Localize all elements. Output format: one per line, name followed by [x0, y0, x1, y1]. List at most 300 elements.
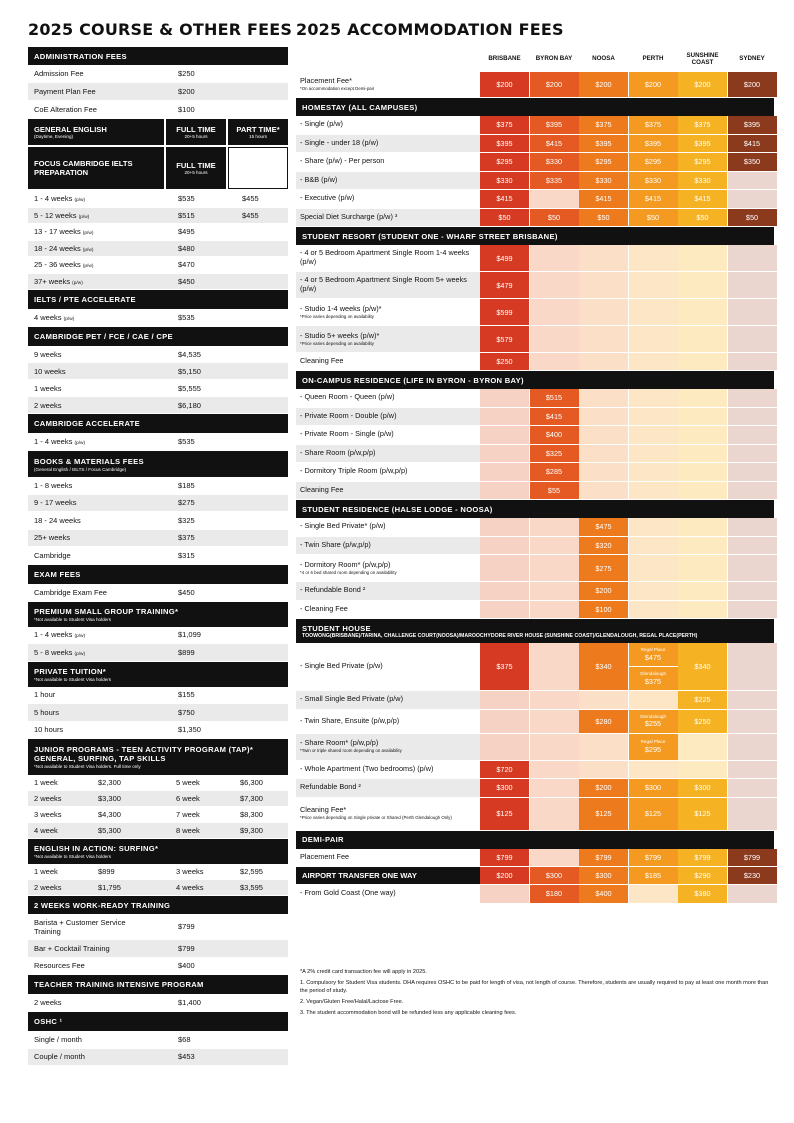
price-cell-noosa: $799	[579, 849, 628, 867]
right-title: 2025 ACCOMMODATION FEES	[296, 20, 564, 39]
price-cell-perth: $300	[629, 779, 678, 797]
fee-row	[296, 326, 774, 353]
footnote: 1. Compulsory for Student Visa students. DHA requires OSHC to be paid for length of visa, not length of course. Therefore, students are usually required to pay at least one month more than the period of study.	[300, 979, 769, 995]
fee-row	[296, 710, 774, 734]
price-cell-brisbane	[480, 537, 529, 555]
price-cell-perth	[629, 245, 678, 271]
price-cell-perth	[629, 299, 678, 325]
price-cell-perth	[629, 326, 678, 352]
section-header: STUDENT RESORT (STUDENT ONE - WHARF STREET BRISBANE)	[296, 227, 774, 245]
fee-row	[296, 172, 774, 191]
fee-row: 2 weeks $1,795 4 weeks $3,595	[28, 880, 288, 896]
fee-row: 1 week $899 3 weeks $2,595	[28, 864, 288, 880]
row-label: - Share Room (p/w,p/p)	[296, 445, 480, 463]
price-cell-brisbane	[480, 518, 529, 536]
price-cell-byron: $200	[530, 72, 579, 97]
price-cell-noosa: $415	[579, 190, 628, 208]
row-label: - 4 or 5 Bedroom Apartment Single Room 5+ weeks (p/w)	[296, 272, 480, 298]
price-cell-byron	[530, 299, 579, 325]
price-cell-noosa: $395	[579, 135, 628, 153]
fee-row: 10 weeks $5,150	[28, 363, 288, 380]
row-label: - Single - under 18 (p/w)	[296, 135, 480, 153]
price-cell-byron	[530, 353, 579, 370]
price-cell-sunshine: $395	[678, 135, 727, 153]
price-cell-perth: Glendalough $255	[629, 710, 678, 733]
price-cell-sunshine	[678, 426, 727, 444]
price-cell-noosa: $100	[579, 601, 628, 619]
price-cell-noosa: $475	[579, 518, 628, 536]
price-cell-sunshine: $415	[678, 190, 727, 208]
price-cell-brisbane: $250	[480, 353, 529, 370]
price-cell-perth	[629, 537, 678, 555]
row-label: - B&B (p/w)	[296, 172, 480, 190]
price-cell-sydney	[728, 463, 777, 481]
price-cell-byron	[530, 779, 579, 797]
price-cell-perth	[629, 761, 678, 779]
fee-row	[296, 463, 774, 482]
price-cell-sydney: $395	[728, 116, 777, 134]
fee-row: 10 hours $1,350	[28, 722, 288, 740]
section-header: PRIVATE TUITION* *Not available to Student Visa holders	[28, 662, 288, 687]
price-cell-noosa: $50	[579, 209, 628, 227]
fee-row: 18 - 24 weeks (p/w) $480	[28, 241, 288, 258]
price-cell-sydney	[728, 482, 777, 500]
price-cell-noosa	[579, 482, 628, 500]
fee-row	[296, 190, 774, 209]
price-cell-brisbane	[480, 601, 529, 619]
price-cell-perth: $125	[629, 798, 678, 830]
footnotes	[300, 968, 776, 1019]
price-cell-noosa	[579, 299, 628, 325]
price-cell-sydney: $230	[728, 867, 777, 884]
fee-row: 25+ weeks $375	[28, 530, 288, 548]
price-cell-brisbane: $125	[480, 798, 529, 830]
fee-row	[296, 153, 774, 172]
price-cell-byron: $50	[530, 209, 579, 227]
price-cell-noosa	[579, 272, 628, 298]
section-header: OSHC ¹	[28, 1012, 288, 1031]
footnote: 2. Vegan/Gluten Free/Halal/Lactose Free.	[300, 998, 404, 1005]
price-cell-sydney	[728, 190, 777, 208]
price-cell-byron	[530, 190, 579, 208]
fee-row: CoE Alteration Fee $100	[28, 101, 288, 119]
row-label: - Refundable Bond ²	[296, 582, 480, 600]
fee-row: 1 week $2,300 5 week $6,300	[28, 775, 288, 791]
price-cell-byron	[530, 710, 579, 733]
price-cell-noosa: $340	[579, 643, 628, 690]
price-cell-sydney	[728, 643, 777, 690]
price-cell-brisbane: $499	[480, 245, 529, 271]
section-header: HOMESTAY (ALL CAMPUSES)	[296, 98, 774, 116]
price-cell-sydney	[728, 353, 777, 370]
price-cell-noosa: $295	[579, 153, 628, 171]
fee-row: 2 weeks $3,300 6 week $7,300	[28, 791, 288, 807]
fee-row	[296, 72, 774, 98]
price-cell-byron	[530, 245, 579, 271]
price-cell-sydney	[728, 710, 777, 733]
course-fees-column	[28, 47, 288, 1066]
price-cell-brisbane	[480, 710, 529, 733]
price-cell-sunshine	[678, 518, 727, 536]
price-cell-perth	[629, 445, 678, 463]
price-cell-sunshine	[678, 761, 727, 779]
price-cell-perth	[629, 408, 678, 426]
price-cell-sydney	[728, 601, 777, 619]
fee-row: 4 week $5,300 8 week $9,300	[28, 823, 288, 839]
price-cell-perth: $330	[629, 172, 678, 190]
price-cell-sydney: $350	[728, 153, 777, 171]
price-cell-sunshine: $300	[678, 779, 727, 797]
campus-sunshine-coast: SUNSHINE COAST	[686, 52, 719, 66]
row-label: - Share (p/w) - Per person	[296, 153, 480, 171]
price-cell-byron	[530, 326, 579, 352]
price-cell-sunshine	[678, 537, 727, 555]
general-english-header: GENERAL ENGLISH (Daytime, Evening) FULL TIME 20+5 hours PART TIME* 15 hours	[28, 119, 288, 147]
campus-byron-bay: BYRON BAY	[535, 55, 573, 63]
row-label: - Single Bed Private (p/w)	[296, 643, 480, 690]
fee-row	[296, 798, 774, 831]
price-cell-sunshine: $295	[678, 153, 727, 171]
price-cell-perth: $395	[629, 135, 678, 153]
fee-row: 1 weeks $5,555	[28, 380, 288, 397]
price-cell-perth: $185	[629, 867, 678, 884]
price-cell-noosa: $200	[579, 779, 628, 797]
price-cell-brisbane	[480, 389, 529, 407]
price-cell-noosa	[579, 245, 628, 271]
price-cell-perth: $295	[629, 153, 678, 171]
fee-row: Cambridge $315	[28, 547, 288, 565]
fee-row: Bar + Cocktail Training $799	[28, 940, 288, 958]
price-cell-byron: $400	[530, 426, 579, 444]
price-cell-brisbane: $300	[480, 779, 529, 797]
price-cell-perth: Regal Place $475 Glendalough $375	[629, 643, 678, 690]
row-label: Placement Fee* *On accommodation except Demi-pair	[296, 72, 480, 97]
fee-row	[296, 537, 774, 556]
row-label: - Twin Share (p/w,p/p)	[296, 537, 480, 555]
fee-row: Single / month $68	[28, 1031, 288, 1049]
price-cell-sydney	[728, 426, 777, 444]
price-cell-sunshine: $225	[678, 691, 727, 709]
price-cell-sunshine	[678, 445, 727, 463]
price-cell-sydney	[728, 582, 777, 600]
price-cell-noosa	[579, 761, 628, 779]
price-cell-sydney	[728, 245, 777, 271]
price-cell-noosa	[579, 463, 628, 481]
price-cell-brisbane	[480, 482, 529, 500]
price-cell-perth	[629, 353, 678, 370]
price-cell-sunshine: $250	[678, 710, 727, 733]
fee-row: 9 weeks $4,535	[28, 346, 288, 363]
price-cell-noosa	[579, 445, 628, 463]
price-cell-noosa: $300	[579, 867, 628, 884]
price-cell-byron: $415	[530, 135, 579, 153]
price-cell-perth: Regal Place $295	[629, 734, 678, 760]
row-label: - Cleaning Fee	[296, 601, 480, 619]
airport-header-row	[296, 867, 774, 885]
left-title: 2025 COURSE & OTHER FEES	[28, 20, 293, 39]
price-cell-sydney	[728, 555, 777, 581]
price-cell-sydney	[728, 761, 777, 779]
price-cell-perth	[629, 885, 678, 903]
price-cell-byron	[530, 582, 579, 600]
price-cell-sydney: $415	[728, 135, 777, 153]
row-label: - Twin Share, Ensuite (p/w,p/p)	[296, 710, 480, 733]
row-label: - Small Single Bed Private (p/w)	[296, 691, 480, 709]
price-cell-noosa: $125	[579, 798, 628, 830]
price-cell-perth	[629, 272, 678, 298]
row-label: - Private Room - Single (p/w)	[296, 426, 480, 444]
price-cell-sydney	[728, 445, 777, 463]
price-cell-perth: $50	[629, 209, 678, 227]
price-cell-sunshine: $375	[678, 116, 727, 134]
row-label: Placement Fee	[296, 849, 480, 867]
price-cell-sunshine: $340	[678, 643, 727, 690]
price-cell-sunshine	[678, 326, 727, 352]
footnote: *A 2% credit card transaction fee will apply in 2025.	[300, 969, 427, 975]
price-cell-sydney	[728, 299, 777, 325]
price-cell-byron	[530, 272, 579, 298]
campus-sydney: SYDNEY	[739, 55, 765, 63]
fee-row: 5 hours $750	[28, 704, 288, 722]
price-cell-sunshine	[678, 734, 727, 760]
price-cell-sunshine: $380	[678, 885, 727, 903]
price-cell-byron: $55	[530, 482, 579, 500]
price-cell-sunshine: $799	[678, 849, 727, 867]
fee-row	[296, 601, 774, 620]
price-cell-brisbane: $799	[480, 849, 529, 867]
row-label: Cleaning Fee* *Price varies depending on Single private or Shared (Perth Glendalough Only)	[296, 798, 480, 830]
price-cell-sydney	[728, 885, 777, 903]
price-cell-perth	[629, 482, 678, 500]
section-header: IELTS / PTE ACCELERATE	[28, 290, 288, 309]
price-cell-brisbane: $200	[480, 867, 529, 884]
price-cell-perth	[629, 389, 678, 407]
section-header: PREMIUM SMALL GROUP TRAINING* *Not available to Student Visa holders	[28, 602, 288, 627]
campus-header-row	[296, 47, 774, 72]
row-label: - Queen Room - Queen (p/w)	[296, 389, 480, 407]
price-cell-brisbane	[480, 691, 529, 709]
fee-row: Payment Plan Fee $200	[28, 83, 288, 101]
fee-row	[296, 299, 774, 326]
price-cell-noosa	[579, 353, 628, 370]
price-cell-perth	[629, 555, 678, 581]
price-cell-sydney	[728, 408, 777, 426]
price-cell-sunshine	[678, 582, 727, 600]
price-cell-noosa	[579, 389, 628, 407]
fee-row: 2 weeks $6,180	[28, 397, 288, 414]
price-cell-sunshine	[678, 463, 727, 481]
price-cell-byron: $285	[530, 463, 579, 481]
price-cell-perth: $799	[629, 849, 678, 867]
row-label: - 4 or 5 Bedroom Apartment Single Room 1-4 weeks (p/w)	[296, 245, 480, 271]
row-label: - Share Room* (p/w,p/p) *Twin or triple shared room depending on availability	[296, 734, 480, 760]
section-header: STUDENT RESIDENCE (HALSE LODGE - NOOSA)	[296, 500, 774, 518]
fee-row	[296, 761, 774, 780]
price-cell-brisbane	[480, 582, 529, 600]
price-cell-byron	[530, 849, 579, 867]
fee-row	[296, 389, 774, 408]
row-label: - Dormitory Room* (p/w,p/p) *4 or 6 bed shared room depending on availability	[296, 555, 480, 581]
price-cell-sunshine: $125	[678, 798, 727, 830]
fee-row: 3 weeks $4,300 7 week $8,300	[28, 807, 288, 823]
price-cell-sunshine	[678, 389, 727, 407]
price-cell-brisbane: $395	[480, 135, 529, 153]
fee-row: 9 - 17 weeks $275	[28, 495, 288, 513]
fee-row	[296, 482, 774, 501]
fee-row: 1 - 8 weeks $185	[28, 477, 288, 495]
fee-row	[296, 555, 774, 582]
row-label: - Single Bed Private* (p/w)	[296, 518, 480, 536]
price-cell-sunshine: $290	[678, 867, 727, 884]
fee-row	[296, 408, 774, 427]
fee-row	[296, 353, 774, 371]
price-cell-sydney: $799	[728, 849, 777, 867]
price-cell-brisbane: $479	[480, 272, 529, 298]
price-cell-brisbane: $375	[480, 643, 529, 690]
price-cell-sunshine	[678, 245, 727, 271]
price-cell-byron: $515	[530, 389, 579, 407]
price-cell-brisbane	[480, 445, 529, 463]
price-cell-byron: $330	[530, 153, 579, 171]
price-cell-byron	[530, 761, 579, 779]
row-label: Special Diet Surcharge (p/w) ³	[296, 209, 480, 227]
price-cell-perth: $415	[629, 190, 678, 208]
row-label: - From Gold Coast (One way)	[296, 885, 480, 903]
price-cell-sunshine	[678, 482, 727, 500]
price-cell-byron	[530, 798, 579, 830]
price-cell-sydney	[728, 172, 777, 190]
section-header: ENGLISH IN ACTION: SURFING* *Not available to Student Visa holders	[28, 839, 288, 864]
price-cell-noosa	[579, 426, 628, 444]
price-cell-byron	[530, 734, 579, 760]
fee-row: 1 - 4 weeks (p/w) $535 $455	[28, 191, 288, 208]
campus-brisbane: BRISBANE	[488, 55, 521, 63]
fee-row: Barista + Customer Service Training $799	[28, 914, 288, 940]
price-cell-noosa: $200	[579, 72, 628, 97]
price-cell-noosa: $280	[579, 710, 628, 733]
section-header: EXAM FEES	[28, 565, 288, 584]
price-cell-byron: $335	[530, 172, 579, 190]
fee-row: Admission Fee $250	[28, 65, 288, 83]
price-cell-noosa	[579, 326, 628, 352]
price-cell-brisbane: $579	[480, 326, 529, 352]
price-cell-brisbane	[480, 885, 529, 903]
price-cell-sydney: $200	[728, 72, 777, 97]
price-cell-brisbane: $200	[480, 72, 529, 97]
fee-row: 1 - 4 weeks (p/w) $535	[28, 433, 288, 451]
footnote: 3. The student accommodation bond will be refunded less any applicable cleaning fees.	[300, 1009, 517, 1016]
campus-noosa: NOOSA	[592, 55, 615, 63]
price-cell-sunshine	[678, 601, 727, 619]
section-header: CAMBRIDGE PET / FCE / CAE / CPE	[28, 327, 288, 346]
price-cell-noosa	[579, 691, 628, 709]
price-cell-noosa: $320	[579, 537, 628, 555]
price-cell-byron	[530, 601, 579, 619]
row-label: - Private Room - Double (p/w)	[296, 408, 480, 426]
price-cell-sunshine: $330	[678, 172, 727, 190]
price-cell-sydney	[728, 272, 777, 298]
row-label: - Studio 5+ weeks (p/w)* *Price varies depending on availability	[296, 326, 480, 352]
fee-row: Resources Fee $400	[28, 958, 288, 976]
price-cell-brisbane: $295	[480, 153, 529, 171]
price-cell-perth	[629, 601, 678, 619]
fee-row: 1 - 4 weeks (p/w) $1,099	[28, 627, 288, 645]
price-cell-perth	[629, 691, 678, 709]
row-label: - Studio 1-4 weeks (p/w)* *Price varies depending on availability	[296, 299, 480, 325]
price-cell-perth: $200	[629, 72, 678, 97]
fee-row: 13 - 17 weeks (p/w) $495	[28, 224, 288, 241]
fee-row: 2 weeks $1,400	[28, 994, 288, 1012]
section-header: JUNIOR PROGRAMS - TEEN ACTIVITY PROGRAM (TAP)* GENERAL, SURFING, TAP SKILLS *Not available to Student Visa holders. Full time only	[28, 739, 288, 775]
price-cell-sunshine	[678, 272, 727, 298]
price-cell-brisbane	[480, 426, 529, 444]
price-cell-byron	[530, 691, 579, 709]
price-cell-noosa	[579, 408, 628, 426]
fee-row: 37+ weeks (p/w) $450	[28, 274, 288, 291]
price-cell-brisbane: $50	[480, 209, 529, 227]
price-cell-byron: $300	[530, 867, 579, 884]
fee-row: Cambridge Exam Fee $450	[28, 584, 288, 602]
price-cell-sydney	[728, 779, 777, 797]
fee-row: Couple / month $453	[28, 1049, 288, 1067]
fee-row	[296, 779, 774, 798]
fee-row: 4 weeks (p/w) $535	[28, 309, 288, 327]
price-cell-brisbane: $415	[480, 190, 529, 208]
price-cell-sydney	[728, 734, 777, 760]
accommodation-table	[296, 72, 774, 904]
section-header: TEACHER TRAINING INTENSIVE PROGRAM	[28, 975, 288, 994]
price-cell-byron: $395	[530, 116, 579, 134]
price-cell-noosa: $330	[579, 172, 628, 190]
section-header: 2 WEEKS WORK-READY TRAINING	[28, 896, 288, 914]
price-cell-brisbane: $599	[480, 299, 529, 325]
fee-row	[296, 116, 774, 135]
fee-row: 5 - 12 weeks (p/w) $515 $455	[28, 208, 288, 225]
price-cell-perth	[629, 582, 678, 600]
price-cell-sydney	[728, 389, 777, 407]
fee-row	[296, 582, 774, 601]
fee-row	[296, 691, 774, 710]
price-cell-sydney	[728, 691, 777, 709]
price-cell-sunshine	[678, 555, 727, 581]
row-label: - Single (p/w)	[296, 116, 480, 134]
price-cell-noosa: $200	[579, 582, 628, 600]
fee-row	[296, 245, 774, 272]
row-label: - Executive (p/w)	[296, 190, 480, 208]
fee-row	[296, 209, 774, 228]
fee-row: 18 - 24 weeks $325	[28, 512, 288, 530]
fee-row	[296, 518, 774, 537]
price-cell-noosa: $275	[579, 555, 628, 581]
price-cell-byron	[530, 643, 579, 690]
price-cell-brisbane: $375	[480, 116, 529, 134]
fee-row	[296, 885, 774, 904]
price-cell-noosa	[579, 734, 628, 760]
price-cell-brisbane	[480, 555, 529, 581]
price-cell-byron: $180	[530, 885, 579, 903]
price-cell-sydney	[728, 518, 777, 536]
section-header: ADMINISTRATION FEES	[28, 47, 288, 65]
section-header: CAMBRIDGE ACCELERATE	[28, 414, 288, 433]
price-cell-byron	[530, 518, 579, 536]
section-header: STUDENT HOUSE TOOWONG(BRISBANE)/TARINA, CHALLENGE COURT(NOOSA)/MAROOCHYDORE RIVER HOUSE (SUNSHINE COAST)/GLENDALOUGH, REGAL PLACE(PERTH)	[296, 619, 774, 643]
price-cell-brisbane	[480, 734, 529, 760]
fee-row	[296, 734, 774, 761]
price-cell-sunshine: $50	[678, 209, 727, 227]
price-cell-sunshine	[678, 408, 727, 426]
price-cell-sydney: $50	[728, 209, 777, 227]
price-cell-perth	[629, 463, 678, 481]
